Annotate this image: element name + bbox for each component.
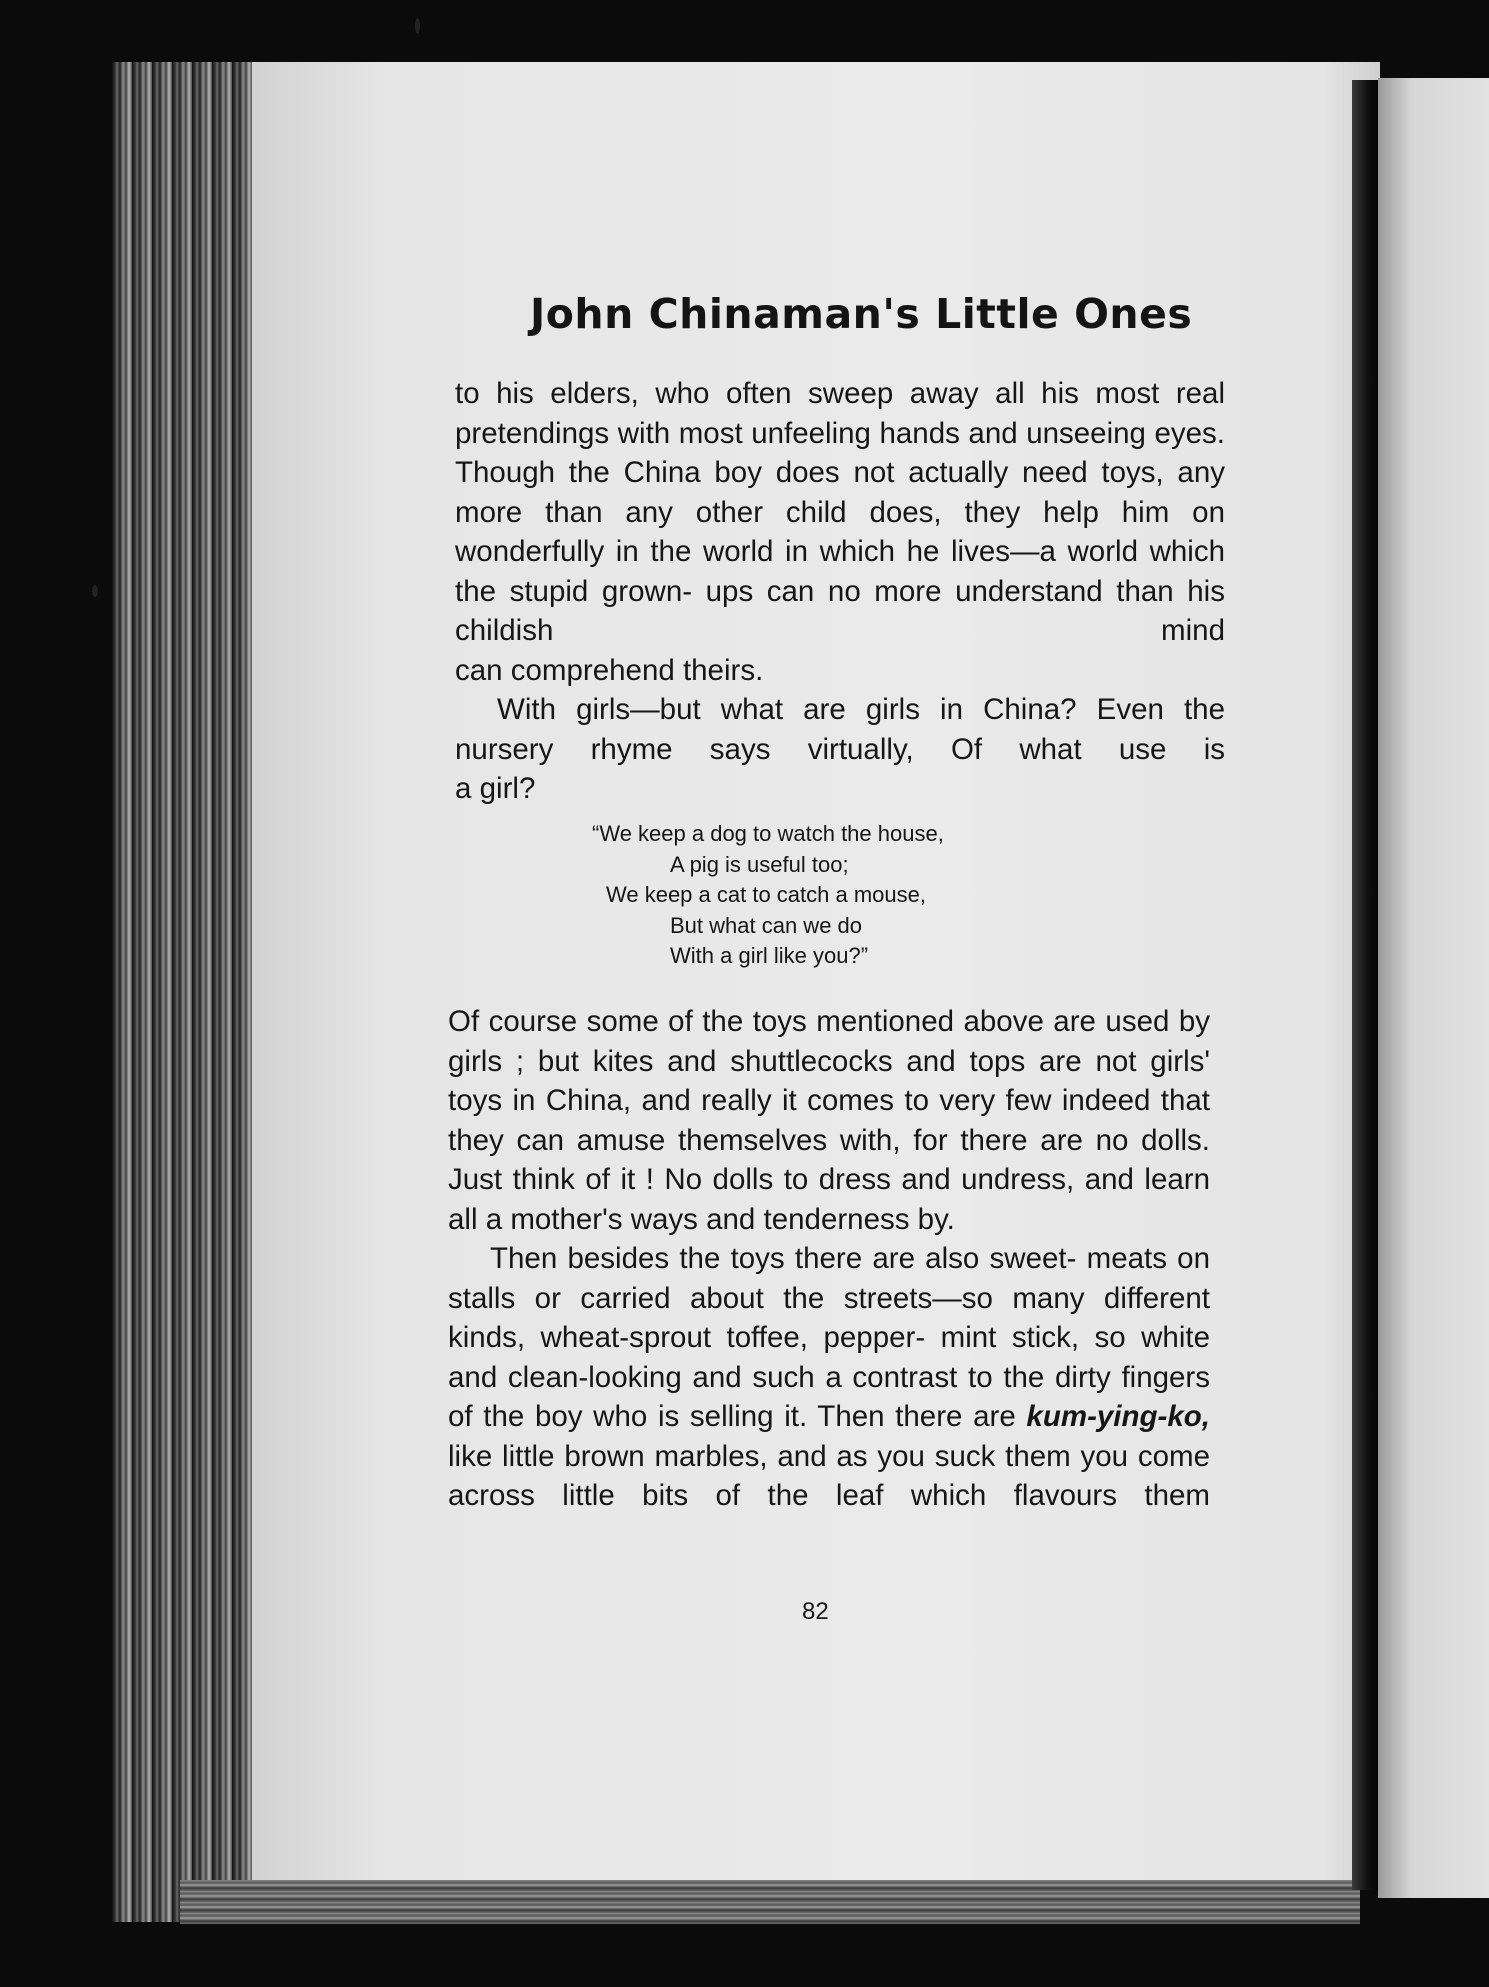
- text-line: meats on stalls or carried about the streets—so: [448, 1242, 1210, 1315]
- book-page-edges-bottom: [180, 1880, 1360, 1924]
- text-line: of it ! No dolls to dress and undress, and learn: [585, 1163, 1211, 1196]
- text-line: to his elders, who often sweep away all his most: [455, 377, 1160, 410]
- text-line: Of course some of the toys mentioned above are: [448, 1005, 1096, 1038]
- text-line: many different kinds, wheat-sprout toffee, pepper-: [448, 1281, 1210, 1354]
- text-line: ups can no more understand than his childish mind: [455, 574, 1225, 647]
- text-line: With girls—but what are girls in China? Even: [497, 693, 1164, 726]
- paragraph-girls-end: [455, 769, 1225, 809]
- text-line: like little: [448, 1439, 555, 1473]
- text-line: real pretendings with most unfeeling hands and: [455, 377, 1226, 450]
- paragraph-toys-girls: [448, 1002, 1210, 1200]
- text-line: brown marbles, and as you suck them you come: [564, 1439, 1211, 1473]
- text-line: which he lives—a world which the stupid grown-: [455, 535, 1225, 608]
- paragraph-continuation: [455, 374, 1225, 651]
- book-page-edges-left: [112, 62, 262, 1922]
- text-line: selling it. Then there are: [689, 1400, 1016, 1433]
- running-head: John Chinaman's Little Ones: [530, 290, 1193, 338]
- nursery-rhyme: [592, 819, 944, 972]
- paragraph-sweetmeats: [448, 1239, 1210, 1516]
- poem-line: A pig is useful too;: [670, 851, 849, 877]
- facing-page-edge: [1378, 78, 1489, 1898]
- text-line: a contrast to the dirty fingers of the boy who is: [448, 1360, 1210, 1433]
- body-text-top: [455, 374, 1225, 809]
- text-line: comes to very few indeed that they can amuse: [448, 1084, 1210, 1157]
- text-line: actually need toys, any more than any other child: [455, 456, 1225, 529]
- paragraph-continuation-end: [455, 651, 1225, 691]
- scan-speck: [92, 585, 98, 597]
- text-line: all a mother's ways and tenderness by.: [448, 1202, 955, 1236]
- gutter-shadow: [1352, 80, 1378, 1890]
- poem-line: We keep a cat to catch a mouse,: [606, 882, 926, 907]
- poem-line: “We keep a dog to watch the house,: [592, 821, 944, 846]
- text-line: tops are not girls' toys in China, and really it: [448, 1044, 1211, 1117]
- page-number: 82: [802, 1598, 829, 1625]
- text-line: themselves with, for there are no dolls. Just think: [448, 1123, 1210, 1196]
- poem-line: With a girl like you?”: [670, 943, 869, 968]
- text-line: can comprehend theirs.: [455, 653, 764, 687]
- text-line: does, they help him on wonderfully in the world in: [455, 495, 1225, 568]
- paragraph-girls: [455, 690, 1225, 769]
- text-line: mint stick, so white and clean-looking and such: [448, 1321, 1210, 1394]
- paragraph-toys-girls-end: [448, 1200, 1210, 1240]
- text-line: used by girls ; but kites and shuttlecocks and: [448, 1005, 1211, 1078]
- text-line: the nursery rhyme says virtually, Of what use is: [455, 693, 1225, 766]
- poem-line: But what can we do: [670, 912, 863, 938]
- text-line: a girl?: [455, 772, 536, 805]
- text-line: across little bits of the leaf which flavours them: [448, 1479, 1210, 1512]
- body-text-bottom: [448, 1002, 1210, 1516]
- scan-speck: [415, 18, 420, 34]
- text-line: unseeing eyes. Though the China boy does not: [455, 416, 1226, 489]
- text-line: Then besides the toys there are also sweet-: [490, 1242, 1077, 1275]
- italic-term: kum-ying-ko,: [1026, 1400, 1210, 1433]
